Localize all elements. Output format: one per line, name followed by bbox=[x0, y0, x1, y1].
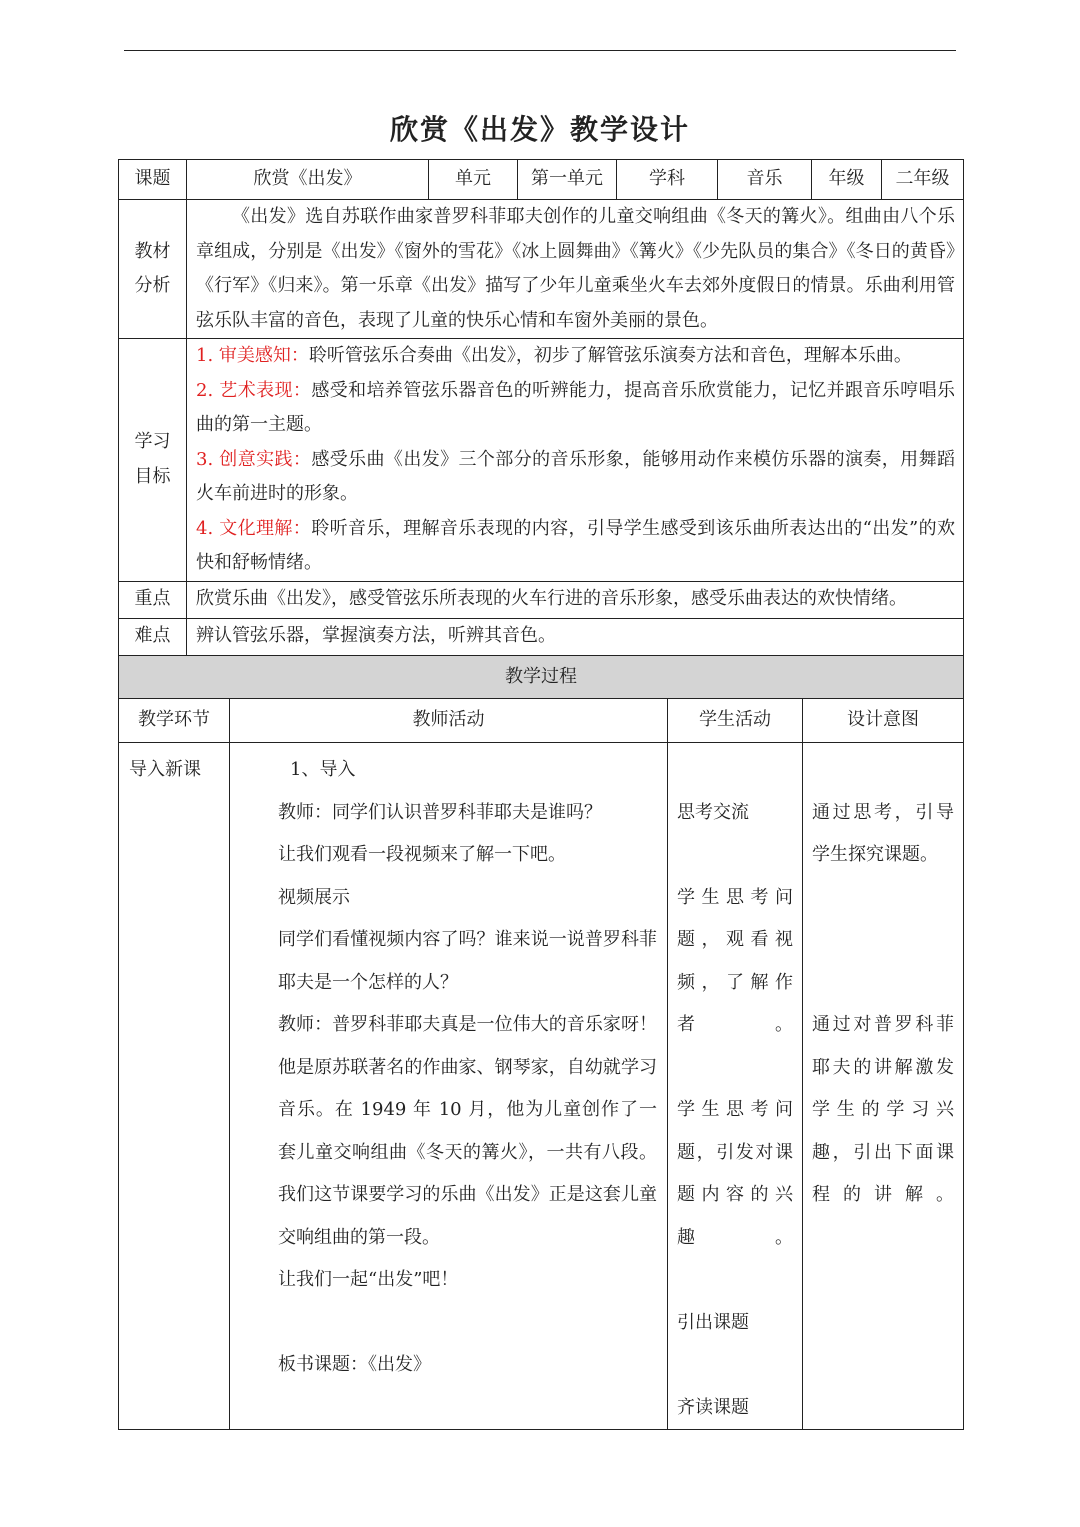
blank-line bbox=[677, 1047, 793, 1090]
blank-line bbox=[677, 834, 793, 877]
teacher-question-1: 教师：同学们认识普罗科菲耶夫是谁吗？ bbox=[278, 801, 602, 823]
difficulty-text: 辨认管弦乐器，掌握演奏方法，听辨其音色。 bbox=[187, 618, 964, 655]
goals-label-line-1: 学习 bbox=[134, 431, 171, 453]
key-point-label: 重点 bbox=[119, 581, 187, 618]
goal-item bbox=[196, 339, 955, 374]
goal-item bbox=[196, 443, 955, 512]
process-title: 教学过程 bbox=[119, 656, 964, 699]
stage-cell: 导入新课 bbox=[119, 743, 230, 1430]
design-intent-1: 通过思考，引导学生探究课题。 bbox=[812, 801, 954, 865]
design-intent-2: 通过对普罗科菲耶夫的讲解激发学生的学习兴趣，引出下面课程的讲解。 bbox=[812, 1014, 954, 1205]
goal-item bbox=[196, 374, 955, 443]
process-title-row bbox=[119, 656, 964, 699]
header-student: 学生活动 bbox=[668, 699, 803, 743]
difficulty-row bbox=[119, 618, 964, 655]
goals-list bbox=[187, 339, 964, 582]
analysis-text: 《出发》选自苏联作曲家普罗科菲耶夫创作的儿童交响组曲《冬天的篝火》。组曲由八个乐章组成，分别是《出发》《窗外的雪花》《冰上圆舞曲》《篝火》《少先队员的集合》《冬日的黄昏》《行军》《归来》。第一乐章《出发》描写了少年儿童乘坐火车去郊外度假日的情景。乐曲利用管弦乐队丰富的音色，表现了儿童的快乐心情和车窗外美丽的景色。 bbox=[187, 200, 964, 339]
blank-line bbox=[278, 1302, 657, 1345]
unit-value: 第一单元 bbox=[518, 160, 617, 200]
teacher-question-3: 同学们看懂视频内容了吗？谁来说一说普罗科菲耶夫是一个怎样的人？ bbox=[278, 929, 657, 993]
analysis-label-line-2: 分析 bbox=[134, 275, 171, 296]
goal-head: 4. 文化理解： bbox=[196, 517, 312, 539]
teacher-intro: 教师：普罗科菲耶夫真是一位伟大的音乐家呀！他是原苏联著名的作曲家、钢琴家，自幼就学习音乐。在 1949 年 10 月，他为儿童创作了一套儿童交响组曲《冬天的篝火》，一共有八段。我们这节课要学习的乐曲《出发》正是这套儿童交响组曲的第一段。 bbox=[278, 1014, 657, 1248]
blank-line bbox=[812, 962, 954, 1005]
teacher-heading: 1、导入 bbox=[290, 759, 356, 780]
goal-head: 3. 创意实践： bbox=[196, 448, 312, 470]
subject-value: 音乐 bbox=[718, 160, 812, 200]
goal-text: 感受乐曲《出发》三个部分的音乐形象，能够用动作来模仿乐器的演奏，用舞蹈火车前进时的形象。 bbox=[196, 448, 955, 504]
teacher-video: 视频展示 bbox=[278, 886, 350, 908]
goal-head: 1. 审美感知： bbox=[196, 345, 309, 366]
blank-line bbox=[812, 877, 954, 920]
goals-label bbox=[119, 339, 187, 582]
goal-text: 感受和培养管弦乐器音色的听辨能力，提高音乐欣赏能力，记忆并跟音乐哼唱乐曲的第一主题。 bbox=[196, 379, 955, 435]
blank-line bbox=[812, 919, 954, 962]
process-body-row bbox=[119, 743, 964, 1430]
teacher-activity-cell bbox=[230, 743, 668, 1430]
analysis-row bbox=[119, 200, 964, 339]
header-design: 设计意图 bbox=[803, 699, 964, 743]
goals-label-line-2: 目标 bbox=[134, 465, 171, 487]
student-activity-1: 思考交流 bbox=[677, 801, 749, 823]
student-activity-2: 学生思考问题，观看视频，了解作者。 bbox=[677, 886, 793, 1035]
course-value: 欣赏《出发》 bbox=[187, 160, 429, 200]
analysis-label-line-1: 教材 bbox=[134, 240, 171, 262]
key-point-text: 欣赏乐曲《出发》，感受管弦乐所表现的火车行进的音乐形象，感受乐曲表达的欢快情绪。 bbox=[187, 581, 964, 618]
key-point-row bbox=[119, 581, 964, 618]
header-teacher: 教师活动 bbox=[230, 699, 668, 743]
goals-row bbox=[119, 339, 964, 582]
teacher-go: 让我们一起“出发”吧！ bbox=[278, 1269, 459, 1290]
teaching-process-table bbox=[118, 655, 964, 1430]
student-activity-cell bbox=[668, 743, 803, 1430]
lesson-info-table bbox=[118, 159, 964, 656]
document-title: 欣赏《出发》教学设计 bbox=[389, 113, 690, 146]
blank-line bbox=[812, 749, 954, 792]
teacher-board: 板书课题：《出发》 bbox=[278, 1354, 431, 1375]
unit-label: 单元 bbox=[429, 160, 518, 200]
blank-line bbox=[677, 1259, 793, 1302]
difficulty-label: 难点 bbox=[119, 618, 187, 655]
course-label: 课题 bbox=[119, 160, 187, 200]
info-row bbox=[119, 160, 964, 200]
student-activity-4: 引出课题 bbox=[677, 1311, 749, 1333]
blank-line bbox=[677, 749, 793, 792]
grade-label: 年级 bbox=[812, 160, 882, 200]
grade-value: 二年级 bbox=[882, 160, 964, 200]
goal-text: 聆听音乐，理解音乐表现的内容，引导学生感受到该乐曲所表达出的“出发”的欢快和舒畅情绪。 bbox=[196, 517, 955, 573]
design-intent-cell bbox=[803, 743, 964, 1430]
teacher-question-2: 让我们观看一段视频来了解一下吧。 bbox=[278, 844, 566, 865]
header-stage: 教学环节 bbox=[119, 699, 230, 743]
header-rule bbox=[124, 50, 956, 51]
process-header-row bbox=[119, 699, 964, 743]
subject-label: 学科 bbox=[617, 160, 718, 200]
student-activity-5: 齐读课题 bbox=[677, 1396, 749, 1418]
goal-item bbox=[196, 512, 955, 581]
goal-head: 2. 艺术表现： bbox=[196, 379, 312, 401]
analysis-label bbox=[119, 200, 187, 339]
student-activity-3: 学生思考问题，引发对课题内容的兴趣。 bbox=[677, 1099, 793, 1248]
goal-text: 聆听管弦乐合奏曲《出发》，初步了解管弦乐演奏方法和音色，理解本乐曲。 bbox=[308, 345, 912, 366]
blank-line bbox=[677, 1344, 793, 1387]
